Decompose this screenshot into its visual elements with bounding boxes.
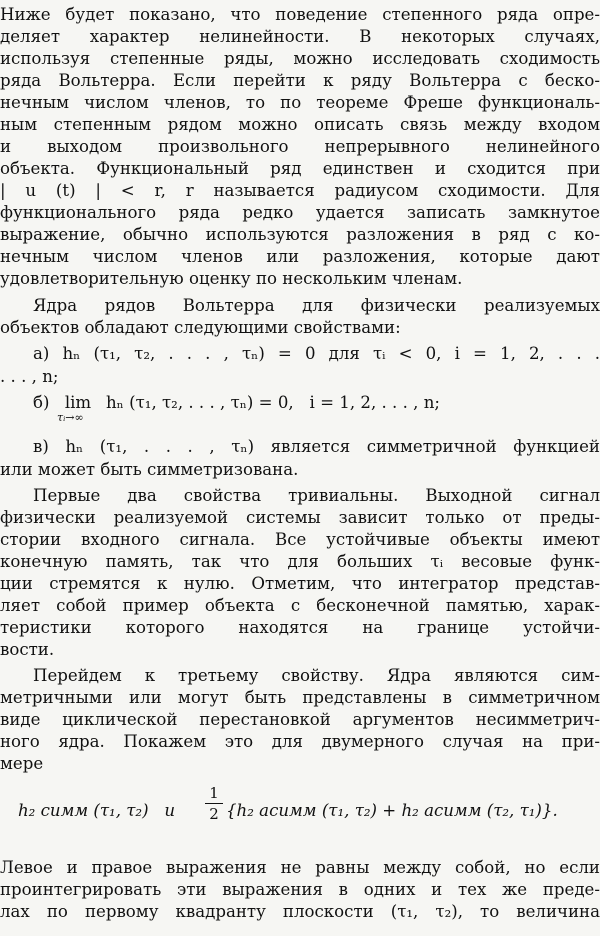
- limit-subscript: τᵢ→∞: [57, 411, 84, 424]
- text-line: вости.: [0, 640, 55, 659]
- text-line: Ниже будет показано, что поведение степенного ряда опре-: [0, 5, 600, 24]
- fraction-one-half: [205, 784, 223, 823]
- text-line: нечным числом членов или разложения, которые дают: [0, 247, 600, 266]
- formula-right: {h₂ асимм (τ₁, τ₂) + h₂ асимм (τ₂, τ₁)}.: [226, 801, 558, 820]
- text-line: и выходом произвольного непрерывного нелинейного: [0, 137, 600, 156]
- text-line: Первые два свойства тривиальны. Выходной сигнал: [33, 486, 600, 505]
- limit-operator: lim: [64, 393, 92, 412]
- property-b-expression: hₙ (τ₁, τ₂, . . . , τₙ) = 0, i = 1, 2, . . . , n;: [106, 393, 440, 412]
- property-c-line-1: в) hₙ (τ₁, . . . , τₙ) является симметричной функцией: [33, 437, 600, 456]
- text-line: удовлетворительную оценку по нескольким членам.: [0, 269, 463, 288]
- text-line: виде циклической перестановкой аргументов несимметрич-: [0, 710, 600, 729]
- text-line: мере: [0, 754, 44, 773]
- text-line: ции стремятся к нулю. Отметим, что интегратор представ-: [0, 574, 600, 593]
- text-line: стории входного сигнала. Все устойчивые объекты имеют: [0, 530, 600, 549]
- text-line: Ядра рядов Вольтерра для физически реализуемых: [33, 296, 600, 315]
- property-b: [0, 392, 600, 434]
- text-line: используя степенные ряды, можно исследовать сходимость: [0, 49, 600, 68]
- text-line: Перейдем к третьему свойству. Ядра являются сим-: [33, 666, 600, 685]
- text-line: теристики которого находятся на границе устойчи-: [0, 618, 600, 637]
- property-a-line-1: а) hₙ (τ₁, τ₂, . . . , τₙ) = 0 для τᵢ < 0, i = 1, 2, . . .: [33, 344, 600, 363]
- text-line: проинтегрировать эти выражения в одних и тех же преде-: [0, 880, 600, 899]
- fraction-bar: [205, 803, 223, 804]
- text-line: метричными или могут быть представлены в симметричном: [0, 688, 600, 707]
- formula-left: h₂ симм (τ₁, τ₂) и: [18, 801, 176, 820]
- property-c-line-2: или может быть симметризована.: [0, 460, 299, 479]
- text-line: деляет характер нелинейности. В некоторых случаях,: [0, 27, 600, 46]
- text-line: объекта. Функциональный ряд единствен и сходится при: [0, 159, 600, 178]
- text-line: объектов обладают следующими свойствами:: [0, 318, 401, 337]
- text-line: ряда Вольтерра. Если перейти к ряду Вольтерра с беско-: [0, 71, 600, 90]
- fraction-numerator: 1: [209, 784, 219, 802]
- property-b-label: б): [33, 393, 50, 412]
- text-line: выражение, обычно используются разложения в ряд с ко-: [0, 225, 600, 244]
- display-formula: [0, 784, 600, 838]
- text-line: ным степенным рядом можно описать связь между входом: [0, 115, 600, 134]
- property-a-line-2: . . . , n;: [0, 367, 59, 386]
- fraction-denominator: 2: [209, 805, 219, 823]
- text-line: физически реализуемой системы зависит только от преды-: [0, 508, 600, 527]
- text-line: нечным числом членов, то по теореме Фреше функциональ-: [0, 93, 600, 112]
- text-line: лах по первому квадранту плоскости (τ₁, τ₂), то величина: [0, 902, 600, 921]
- text-line: функционального ряда редко удается записать замкнутое: [0, 203, 600, 222]
- text-line: конечную память, так что для больших τᵢ весовые функ-: [0, 552, 600, 571]
- text-line: | u (t) | < r, r называется радиусом сходимости. Для: [0, 181, 600, 200]
- text-line: ляет собой пример объекта с бесконечной памятью, харак-: [0, 596, 600, 615]
- text-line: Левое и правое выражения не равны между собой, но если: [0, 858, 600, 877]
- text-line: ного ядра. Покажем это для двумерного случая на при-: [0, 732, 600, 751]
